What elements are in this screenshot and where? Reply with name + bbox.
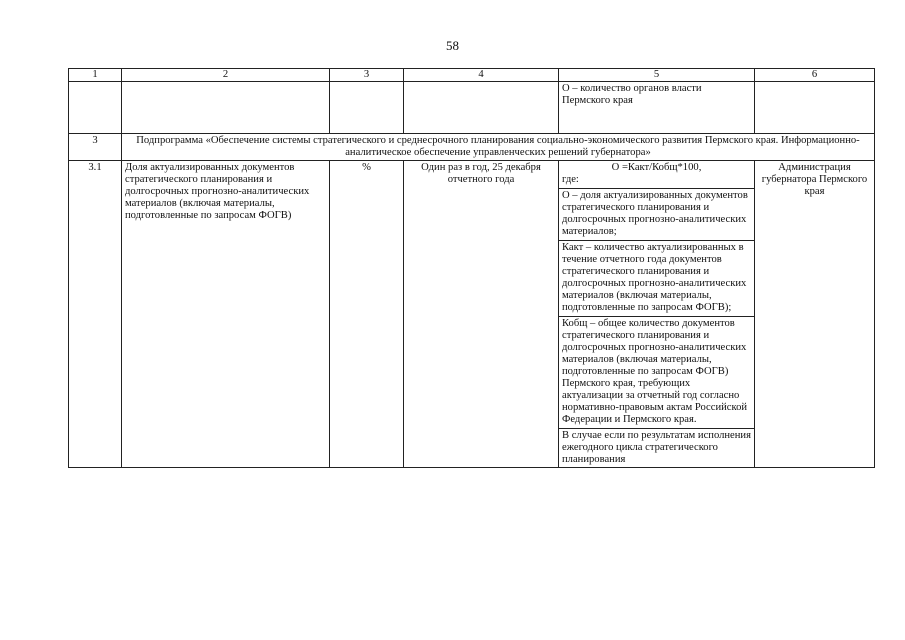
subprogram-number: 3	[69, 134, 122, 161]
definition-kobsch: Кобщ – общее количество документов стратегического планирования и долгосрочных прогнозно-аналитических материалов (включая материалы, подготовленные по запросам ФОГВ) Пермского края, требующих актуализации за отчетный год согласно нормативно-правовым актам Российской Федерации и Пермского края.	[559, 316, 754, 426]
subprogram-row	[69, 134, 875, 161]
indicator-formula-cell	[559, 161, 755, 468]
indicators-table	[68, 68, 875, 468]
column-number: 6	[755, 69, 875, 82]
column-number: 4	[404, 69, 559, 82]
indicator-responsible: Администрация губернатора Пермского края	[755, 161, 875, 468]
indicator-unit: %	[330, 161, 404, 468]
formula-continuation: О – количество органов власти Пермского края	[559, 82, 755, 134]
page-number: 58	[446, 38, 459, 53]
column-number: 1	[69, 69, 122, 82]
table-cell	[330, 82, 404, 134]
continuation-row	[69, 82, 875, 134]
indicator-number: 3.1	[69, 161, 122, 468]
column-number: 5	[559, 69, 755, 82]
table-cell	[122, 82, 330, 134]
definition-o: О – доля актуализированных документов стратегического планирования и долгосрочных прогнозно-аналитических материалов;	[559, 188, 754, 238]
indicator-name: Доля актуализированных документов стратегического планирования и долгосрочных прогнозно-аналитических материалов (включая материалы, подготовленные по запросам ФОГВ)	[122, 161, 330, 468]
table-cell	[755, 82, 875, 134]
indicator-row	[69, 161, 875, 468]
column-number: 3	[330, 69, 404, 82]
formula-note: В случае если по результатам исполнения ежегодного цикла стратегического планирования	[559, 428, 754, 466]
subprogram-title: Подпрограмма «Обеспечение системы стратегического и среднесрочного планирования социально-экономического развития Пермского края. Информационно-аналитическое обеспечение управленческих решений губернатора»	[122, 134, 875, 161]
formula: О =Какт/Кобщ*100,	[611, 162, 702, 173]
table-cell	[404, 82, 559, 134]
definition-kakt: Какт – количество актуализированных в течение отчетного года документов стратегического планирования и долгосрочных прогнозно-аналитических материалов (включая материалы, подготовленные по запросам ФОГВ);	[559, 240, 754, 314]
formula-where: где:	[562, 174, 579, 185]
column-number-row	[69, 69, 875, 82]
indicator-frequency: Один раз в год, 25 декабря отчетного года	[404, 161, 559, 468]
column-number: 2	[122, 69, 330, 82]
table-cell	[69, 82, 122, 134]
